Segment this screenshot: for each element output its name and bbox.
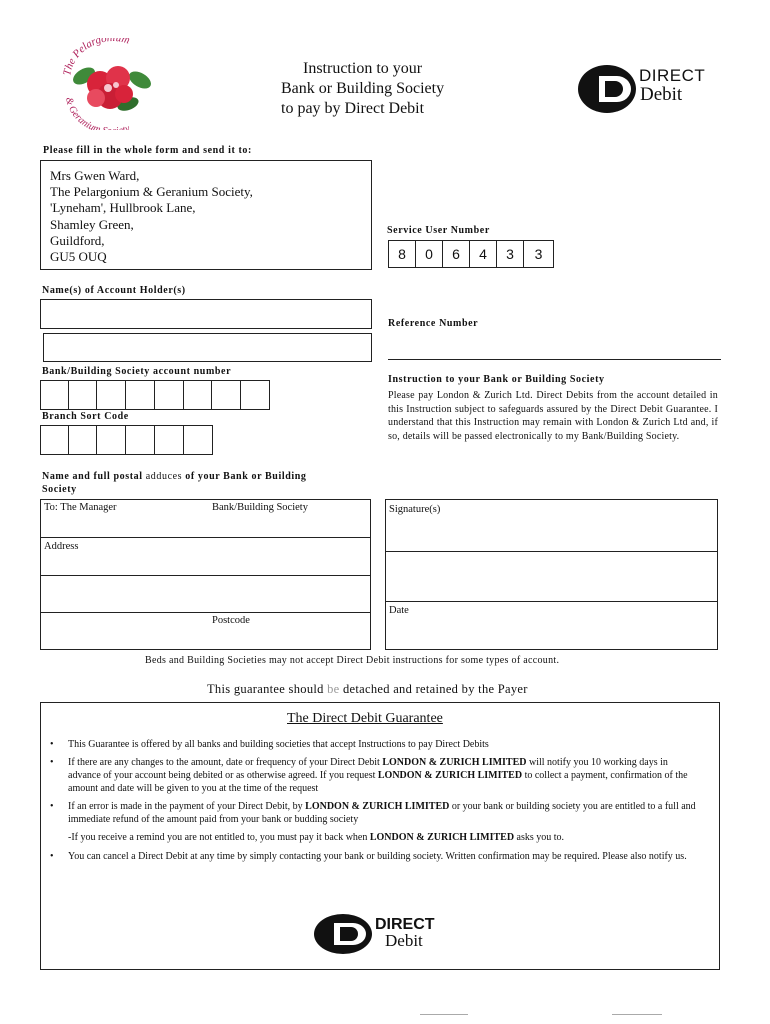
society-logo	[58, 38, 166, 130]
page-edge-mark	[612, 1014, 662, 1015]
bank-building-society-label: Bank/Building Society	[212, 502, 308, 513]
sort-code-cell[interactable]	[154, 425, 184, 455]
direct-debit-logo-bottom	[313, 913, 453, 955]
address-label: Address	[44, 541, 79, 552]
date-label: Date	[389, 605, 409, 616]
sort-code-cell[interactable]	[96, 425, 126, 455]
sun-digit: 3	[496, 240, 524, 268]
signature-box[interactable]	[385, 499, 718, 650]
account-holder-field-1[interactable]	[40, 299, 372, 329]
bank-address-label: Name and full postal adduces of your Bank or Building Society	[42, 471, 307, 495]
account-number-cell[interactable]	[40, 380, 69, 410]
sun-digit: 3	[523, 240, 554, 268]
sun-digit: 0	[415, 240, 443, 268]
account-number-label: Bank/Building Society account number	[42, 366, 232, 377]
divider	[385, 601, 718, 602]
sort-code-cell[interactable]	[125, 425, 155, 455]
guarantee-bullet-4: • You can cancel a Direct Debit at any time by simply contacting your bank or building society. Written confirmation may be required. Please also notify us.	[50, 851, 687, 862]
account-number-cell[interactable]	[125, 380, 155, 410]
account-number-cell[interactable]	[240, 380, 270, 410]
dd-word-direct: DIRECT	[639, 66, 706, 85]
reference-number-label: Reference Number	[388, 318, 479, 329]
sun-digit: 6	[442, 240, 470, 268]
account-holder-label: Name(s) of Account Holder(s)	[42, 285, 186, 296]
account-number-cell[interactable]	[211, 380, 241, 410]
dd-bottom-word-direct: DIRECT	[375, 916, 435, 933]
acceptance-note: Beds and Building Societies may not accept Direct Debit instructions for some types of account.	[145, 655, 560, 666]
guarantee-title: The Direct Debit Guarantee	[287, 711, 443, 726]
sun-digit: 4	[469, 240, 497, 268]
send-to-label: Please fill in the whole form and send it to:	[43, 145, 252, 156]
account-number-cell[interactable]	[68, 380, 97, 410]
dd-bottom-word-debit: Debit	[385, 931, 423, 950]
sort-code-label: Branch Sort Code	[42, 411, 129, 422]
account-number-cell[interactable]	[183, 380, 212, 410]
account-holder-field-2[interactable]	[43, 333, 372, 362]
sort-code-cell[interactable]	[68, 425, 97, 455]
to-manager-label: To: The Manager	[44, 502, 117, 513]
account-number-cell[interactable]	[96, 380, 126, 410]
dd-word-debit: Debit	[640, 84, 683, 105]
page-edge-mark	[420, 1014, 468, 1015]
guarantee-bullet-1: • This Guarantee is offered by all banks and building societies that accept Instructions to pay Direct Debits	[50, 739, 489, 750]
divider	[385, 551, 718, 552]
service-user-number-label: Service User Number	[387, 225, 490, 236]
reference-number-field[interactable]	[388, 359, 721, 360]
guarantee-bullet-2: • If there are any changes to the amount, date or frequency of your Direct Debit LONDON & ZURICH LIMITED will notify you 10 working days in advance of your account being debited or as otherwise agreed. If you request LONDON & ZURICH LIMITED to collect a payment, confirmation of the amount and date will be given to you at the time of the request	[50, 757, 688, 794]
divider	[40, 537, 371, 538]
sort-code-cell[interactable]	[40, 425, 69, 455]
signature-label: Signature(s)	[389, 504, 441, 515]
detach-note: This guarantee should be detached and retained by the Payer	[207, 682, 528, 696]
form-title: Instruction to your Bank or Building Society to pay by Direct Debit	[281, 60, 445, 117]
divider	[40, 575, 371, 576]
instruction-heading: Instruction to your Bank or Building Society	[388, 374, 605, 385]
account-number-cell[interactable]	[154, 380, 184, 410]
sort-code-cell[interactable]	[183, 425, 213, 455]
send-to-address-box: Mrs Gwen Ward, The Pelargonium & Geranium Society, 'Lyneham', Hullbrook Lane, Shamley Green, Guildford, GU5 OUQ	[40, 160, 372, 270]
logo-text-top: The Pelargonium	[61, 38, 132, 77]
divider	[40, 612, 371, 613]
guarantee-bullet-3: • If an error is made in the payment of your Direct Debit, by LONDON & ZURICH LIMITED or your bank or building society you are entitled to a full and immediate refund of the amount paid from your bank or budding society -If you receive a remind you are not entitled to, you must pay it back when LONDON & ZURICH LIMITED asks you to.	[50, 801, 696, 843]
instruction-text: Please pay London & Zurich Ltd. Direct Debits from the account detailed in this Instruction subject to safeguards assured by the Direct Debit Guarantee. I understand that this Instruction may remain with London & Zurich Ltd and, if so, details will be passed electronically to my Bank/Building Society.	[388, 390, 718, 442]
direct-debit-logo	[577, 64, 717, 114]
sun-digit: 8	[388, 240, 416, 268]
postcode-label: Postcode	[212, 615, 250, 626]
logo-text-bottom: & Geranium ty	[63, 96, 132, 130]
